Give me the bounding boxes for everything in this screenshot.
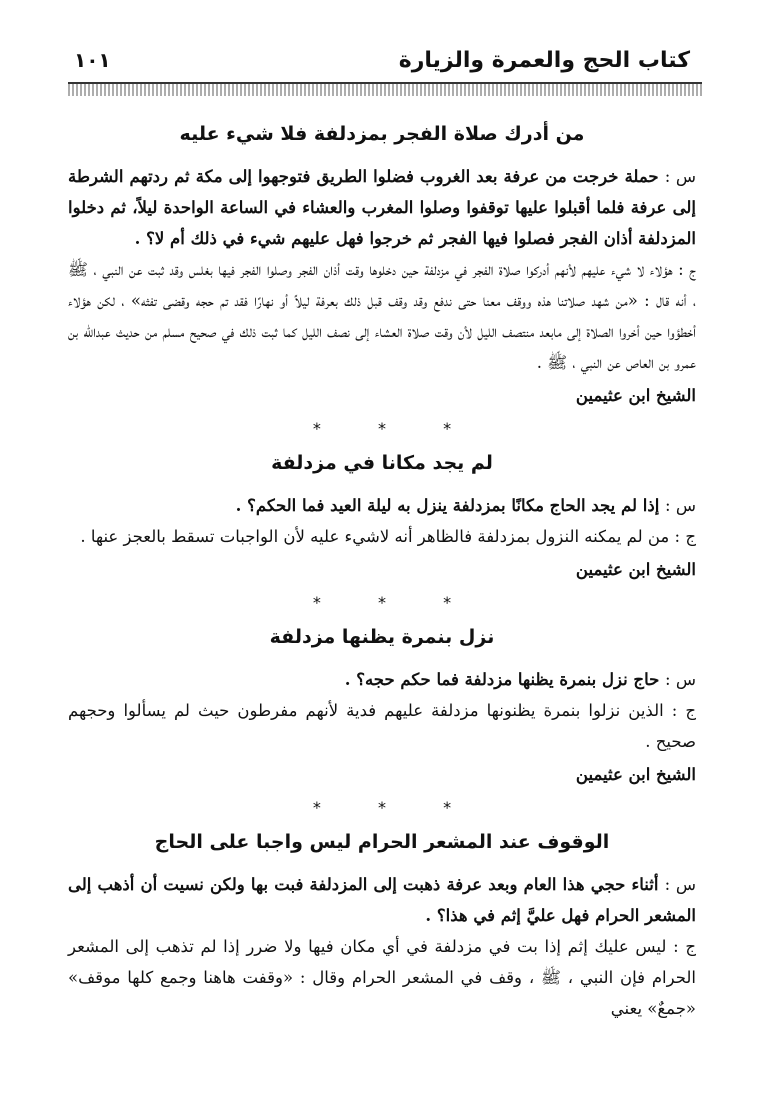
answer-text: هؤلاء لا شيء عليهم لأنهم أدركوا صلاة الفجر في مزدلفة حين دخلوها وقت أذان الفجر وصلوا الفجر فيها بغلس وقد ثبت عن النبي ، ﷺ ، أنه قال : «من شهد صلاتنا هذه ووقف معنا حتى ندفع وقد وقف قبل ذلك بعرفة ليلاً أو نهارًا فقد تم حجه وقضى تفثه» ، لكن هؤلاء أخطؤوا حين أخروا الصلاة إلى مابعد منتصف الليل لأن وقت صلاة العشاء إلى نصف الليل كما ثبت ذلك في صحيح مسلم من حديث عبدالله بن عمرو بن العاص عن النبي ، ﷺ . <box>68 260 696 372</box>
section-title: نزل بنمرة يظنها مزدلفة <box>269 626 495 648</box>
section-separator: * * * <box>312 593 478 612</box>
answer-text: الذين نزلوا بنمرة يظنونها مزدلفة عليهم فدية لأنهم مفرطون حيث لم يسألوا وحجهم صحيح . <box>68 701 696 751</box>
running-title: كتاب الحج والعمرة والزيارة <box>398 47 690 73</box>
section-title: الوقوف عند المشعر الحرام ليس واجبا على الحاج <box>154 831 610 853</box>
answer-text: ليس عليك إثم إذا بت في مزدلفة في أي مكان فيها ولا ضرر إذا لم تذهب إلى المشعر الحرام فإن النبي ، ﷺ ، وقف في المشعر الحرام وقال : «وقفت هاهنا وجمع كلها موقف» «جمعٌ» يعني <box>68 937 696 1018</box>
question-text: أثناء حجي هذا العام وبعد عرفة ذهبت إلى المزدلفة فبت بها ولكن نسيت أن أذهب إلى المشعر الحرام فهل عليَّ إثم في هذا؟ . <box>68 875 696 925</box>
question-paragraph <box>68 869 696 931</box>
page-number: ١٠١ <box>74 48 111 72</box>
answer-label: ج : <box>671 701 696 720</box>
section-title: من أدرك صلاة الفجر بمزدلفة فلا شيء عليه <box>179 123 585 145</box>
question-paragraph <box>68 161 696 254</box>
section-title: لم يجد مكانا في مزدلفة <box>271 452 493 474</box>
header-rule-pattern <box>68 84 702 96</box>
question-label: س : <box>665 670 696 689</box>
page-body <box>68 115 696 1024</box>
question-paragraph <box>68 664 696 695</box>
question-paragraph <box>68 490 696 521</box>
answer-label: ج : <box>678 260 696 279</box>
answer-paragraph <box>68 695 696 757</box>
signature: الشيخ ابن عثيمين <box>575 386 696 405</box>
page-header <box>70 40 690 80</box>
answer-paragraph <box>68 931 696 1024</box>
section-separator: * * * <box>312 798 478 817</box>
answer-paragraph <box>68 254 696 378</box>
signature: الشيخ ابن عثيمين <box>575 560 696 579</box>
question-label: س : <box>665 496 696 515</box>
answer-text: من لم يمكنه النزول بمزدلفة فالظاهر أنه لاشيء عليه لأن الواجبات تسقط بالعجز عنها . <box>80 527 670 546</box>
answer-paragraph <box>68 521 696 552</box>
answer-label: ج : <box>674 527 696 546</box>
question-label: س : <box>664 167 697 186</box>
signature: الشيخ ابن عثيمين <box>575 765 696 784</box>
question-text: إذا لم يجد الحاج مكانًا بمزدلفة ينزل به ليلة العيد فما الحكم؟ . <box>235 496 660 515</box>
answer-label: ج : <box>673 937 696 956</box>
question-text: حملة خرجت من عرفة بعد الغروب فضلوا الطريق فتوجهوا إلى مكة ثم ردتهم الشرطة إلى عرفة فلما أقبلوا عليها توقفوا وصلوا المغرب والعشاء في الساعة الواحدة ليلاً، ثم دخلوا المزدلفة أذان الفجر فصلوا فيها الفجر ثم خرجوا فهل عليهم شيء في ذلك أم لا؟ . <box>68 167 696 248</box>
section-separator: * * * <box>312 419 478 438</box>
question-label: س : <box>664 875 696 894</box>
question-text: حاج نزل بنمرة يظنها مزدلفة فما حكم حجه؟ . <box>344 670 660 689</box>
